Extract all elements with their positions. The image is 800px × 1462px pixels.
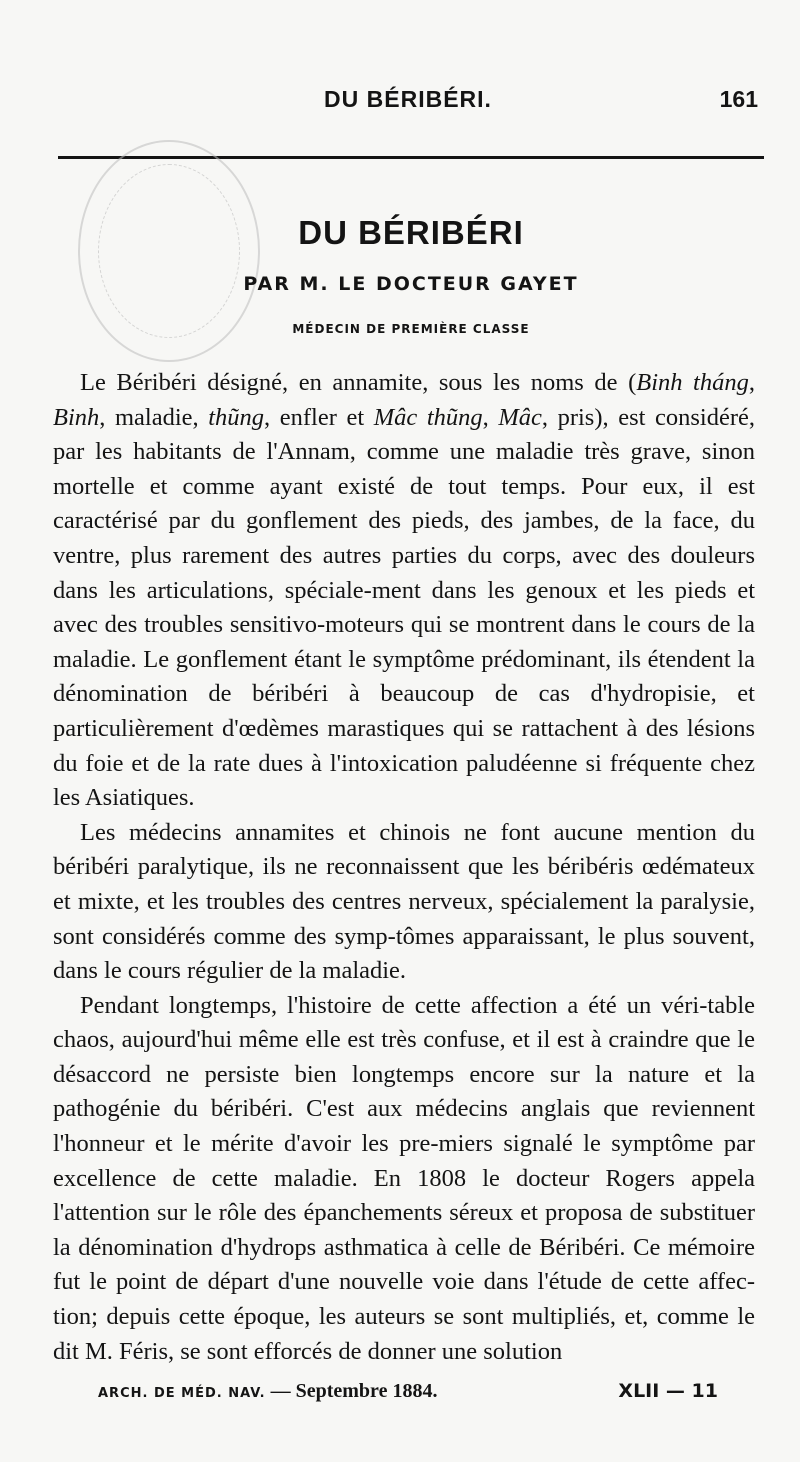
footer-journal: ARCH. DE MÉD. NAV.: [98, 1386, 266, 1401]
text-run: , maladie,: [99, 403, 209, 431]
body-paragraph: [53, 989, 755, 1370]
italic-term: thũng: [208, 403, 265, 431]
italic-term: Mâc thũng: [373, 403, 483, 431]
body-paragraph: [53, 366, 755, 816]
author-role: MÉDECIN DE PREMIÈRE CLASSE: [292, 322, 530, 336]
italic-term: Binh: [53, 403, 100, 431]
text-run: Pendant longtemps, l'histoire de cette affection a été un véri-table chaos, aujourd'hui même elle est très confuse, et il est à craindre que le désaccord ne persiste bien longtemps encore sur la nature et la pathogénie du béribéri. C'est aux médecins anglais que reviennent l'honneur et le mérite d'avoir les pre-miers signalé le symptôme par excellence de cette maladie. En 1808 le docteur Rogers appela l'attention sur le rôle des épanchements séreux et proposa de substituer la dénomination d'hydrops asthmatica à celle de Béribéri. Ce mémoire fut le point de départ d'une nouvelle voie dans l'étude de cette affec-tion; depuis cette époque, les auteurs se sont multipliés, et, comme le dit M. Féris, se sont efforcés de donner une solution: [53, 991, 755, 1365]
running-head: [58, 86, 758, 118]
italic-term: Mâc: [498, 403, 542, 431]
text-run: Le Béribéri désigné, en annamite, sous les noms de (: [80, 369, 637, 396]
running-head-title: DU BÉRIBÉRI.: [324, 86, 492, 112]
article-author: PAR M. LE DOCTEUR GAYET: [243, 273, 579, 295]
text-run: , pris), est considéré, par les habitants de l'Annam, comme une maladie très grave, sinon mortelle et comme ayant existé de tout temps. Pour eux, il est caractérisé par du gonflement des pieds, des jambes, de la face, du ventre, plus rarement des autres parties du corps, avec des douleurs dans les articulations, spéciale-ment dans les genoux et les pieds et avec des troubles sensitivo-moteurs qui se montrent dans le cours de la maladie. Le gonflement étant le symptôme prédominant, ils étendent la dénomination de béribéri à beaucoup de cas d'hydropisie, et particulièrement d'œdèmes marastiques qui se rattachent à des lésions du foie et de la rate dues à l'intoxication paludéenne si fréquente chez les Asiatiques.: [53, 403, 755, 812]
text-run: Les médecins annamites et chinois ne font aucune mention du béribéri paralytique, ils ne reconnaissent que les béribéris œdémateux et mixte, et les troubles des centres nerveux, spécialement la paralysie, sont considérés comme des symp-tômes apparaissant, le plus souvent, dans le cours régulier de la maladie.: [53, 818, 755, 985]
article-title: DU BÉRIBÉRI: [298, 214, 524, 251]
text-run: ,: [748, 369, 755, 396]
text-run: , enfler et: [264, 403, 374, 431]
text-run: ,: [482, 403, 499, 431]
page-number: 161: [719, 86, 758, 112]
article-body: [53, 366, 755, 1369]
page-footer: [98, 1380, 718, 1408]
footer-volume: XLII — 11: [618, 1380, 718, 1402]
italic-term: Binh tháng: [636, 369, 749, 396]
footer-citation: [98, 1380, 437, 1403]
body-paragraph: [53, 816, 755, 989]
footer-date: — Septembre 1884.: [270, 1380, 438, 1402]
